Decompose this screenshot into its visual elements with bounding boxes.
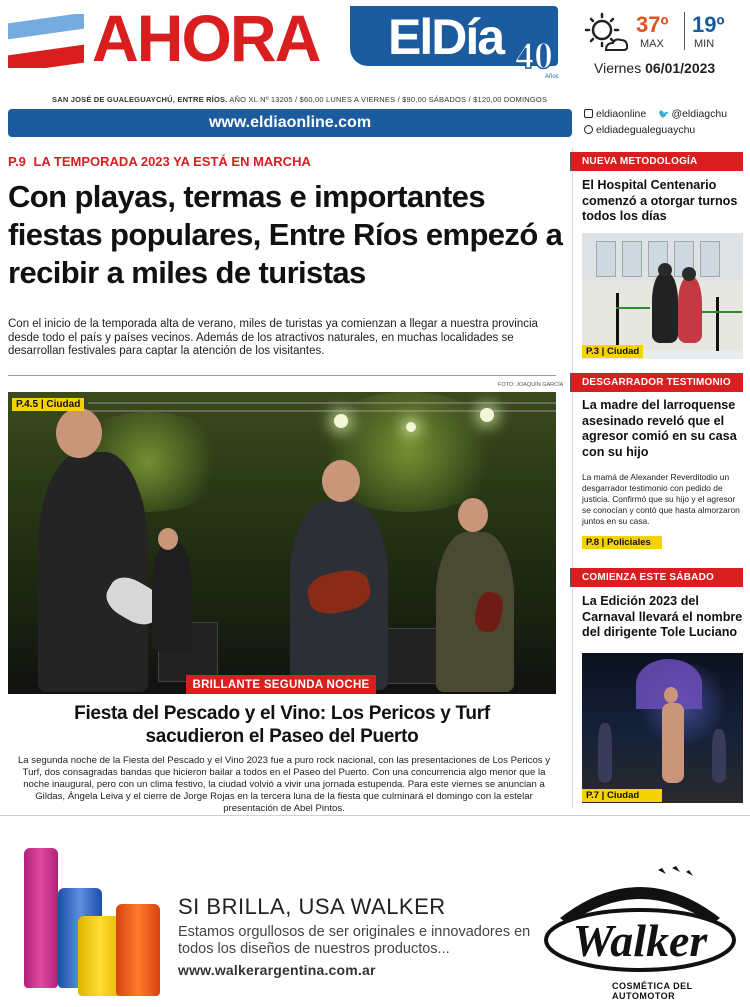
stage-light: [480, 408, 494, 422]
main-lead: Con el inicio de la temporada alta de verano, miles de turistas ya comienzan a llegar a nuestra provincia desde todo el país y países vecinos. Además de los atractivos naturales, en muchas localidades se desarrollan festivales para captar la atención de los visitantes.: [8, 318, 538, 357]
temp-divider: [684, 12, 685, 50]
queue-post: [716, 297, 719, 351]
hospital-window: [700, 241, 720, 277]
twitter-icon: 🐦: [658, 109, 670, 119]
main-kicker: [8, 154, 311, 169]
photo-page-tag: P.4.5 | Ciudad: [12, 398, 84, 411]
hospital-window: [596, 241, 616, 277]
section-divider: [8, 375, 556, 376]
crowd-figure: [712, 729, 726, 783]
walker-products-image[interactable]: [22, 848, 162, 1000]
brand-eldia-text: ElDía: [388, 9, 504, 65]
side-page-tag: P.3 | Ciudad: [582, 345, 643, 358]
stage-light: [406, 422, 416, 432]
patient-head: [658, 263, 672, 277]
walker-logo-text: Walker: [572, 915, 708, 966]
patient-figure: [652, 273, 678, 343]
social-links: [584, 106, 727, 138]
side-section-label: NUEVA METODOLOGÍA: [572, 152, 743, 171]
main-headline[interactable]: Con playas, termas e importantes fiestas populares, Entre Ríos empezó a recibir a miles de turistas: [8, 179, 563, 290]
twitter-handle: @eldiagchu: [671, 108, 728, 120]
instagram-handle: eldiaonline: [596, 108, 647, 120]
main-page-ref: P.9: [8, 154, 26, 169]
side-page-tag: P.8 | Policiales: [582, 536, 662, 549]
queue-post: [616, 293, 619, 351]
concert-photo[interactable]: [8, 392, 556, 694]
website-link[interactable]: www.eldiaonline.com: [8, 109, 572, 137]
walker-logo-graphic: [540, 862, 740, 980]
entre-rios-flag: [8, 14, 84, 68]
anniversary-label: Años: [545, 74, 559, 80]
brand-ahora-logo[interactable]: AHORA: [92, 1, 320, 75]
patient-head: [682, 267, 696, 281]
column-divider: [572, 148, 573, 808]
instagram-link[interactable]: [584, 106, 646, 122]
product-spray-can: [24, 848, 58, 988]
musician-head: [322, 460, 360, 502]
patient-figure: [678, 277, 702, 343]
ad-text: Estamos orgullosos de ser originales e innovadores en todos los diseños de nuestros productos...: [178, 924, 531, 957]
sun-cloud-icon: [584, 12, 628, 56]
queue-tape: [702, 311, 742, 313]
dancer-figure: [662, 703, 684, 783]
temp-min-label: MIN: [694, 38, 715, 50]
weather-widget: [580, 8, 748, 80]
edition-info: [52, 95, 547, 104]
facebook-link[interactable]: [584, 122, 695, 138]
crowd-figure: [598, 723, 612, 783]
photo-story-badge: BRILLANTE SEGUNDA NOCHE: [186, 675, 376, 694]
edition-date-value: 06/01/2023: [645, 60, 716, 76]
side-story-title[interactable]: La madre del larroquense asesinado reveló que el agresor comió en su casa con su hijo: [582, 398, 737, 459]
musician-head: [458, 498, 488, 532]
musician-bassist: [38, 452, 148, 692]
temp-min-value: 19º: [692, 12, 725, 37]
edition-date: [594, 60, 715, 76]
edition-details: AÑO XL Nº 13205 / $60,00 LUNES A VIERNES / $90,00 SÁBADOS / $120,00 DOMINGOS: [229, 95, 548, 104]
carnival-photo[interactable]: [582, 653, 743, 803]
photo-credit: FOTO: JOAQUÍN GARCÍA: [498, 382, 564, 388]
ad-divider: [0, 815, 750, 816]
instagram-icon: [584, 109, 593, 118]
hospital-window: [622, 241, 642, 277]
temp-max-value: 37º: [636, 12, 669, 37]
stage-light: [334, 414, 348, 428]
photo-story-headline[interactable]: Fiesta del Pescado y el Vino: Los Pericos y Turf sacudieron el Paseo del Puerto: [74, 703, 490, 747]
product-bottle-orange: [116, 904, 160, 996]
facebook-handle: eldiadegualeguaychu: [596, 124, 696, 136]
side-story-body: La mamá de Alexander Reverditodio un desgarrador testimonio con pedido de justicia. Confirmó que su hijo y el agresor se conocían y contó que hasta almorzaron juntos en su casa.: [582, 472, 740, 526]
musician-trumpet: [152, 542, 192, 652]
musician-head: [56, 408, 102, 458]
musician-head: [158, 528, 178, 550]
edition-weekday: Viernes: [594, 60, 642, 76]
side-section-label: DESGARRADOR TESTIMONIO: [572, 373, 743, 392]
ad-slogan: SI BRILLA, USA WALKER: [178, 894, 446, 919]
twitter-link[interactable]: [658, 106, 727, 122]
walker-logo-subtitle: COSMÉTICA DEL AUTOMOTOR: [612, 981, 693, 1001]
walker-logo[interactable]: [540, 862, 740, 980]
side-page-tag: P.7 | Ciudad: [582, 789, 662, 802]
side-story-title[interactable]: La Edición 2023 del Carnaval llevará el nombre del dirigente Tole Luciano: [582, 594, 743, 639]
main-kicker-text: LA TEMPORADA 2023 YA ESTÁ EN MARCHA: [33, 154, 311, 169]
anniversary-number: 40: [515, 35, 553, 77]
side-story-title[interactable]: El Hospital Centenario comenzó a otorgar turnos todos los días: [582, 178, 738, 223]
queue-tape: [616, 307, 650, 309]
photo-story-body: La segunda noche de la Fiesta del Pescado y el Vino 2023 fue a puro rock nacional, con las presentaciones de Los Pericos y Turf, dos consagradas bandas que hicieron bailar a todos en el Paseo del Puerto. Con una concurrencia algo menor que la noche inaugural, pero con un clima festivo, la ciudad volvió a vivir una jornada estupenda. Para este viernes se anuncian a Gildas, Ángela Leiva y el cierre de Jorge Rojas en la tercera luna de la fiesta que culminará el domingo con la estelar presentación de Abel Pintos.: [17, 755, 551, 814]
ad-url-link[interactable]: www.walkerargentina.com.ar: [178, 962, 376, 978]
hospital-photo[interactable]: [582, 233, 743, 359]
facebook-icon: [584, 125, 593, 134]
dancer-head: [664, 687, 678, 703]
side-section-label: COMIENZA ESTE SÁBADO: [572, 568, 743, 587]
temp-max-label: MAX: [640, 38, 664, 50]
edition-location: SAN JOSÉ DE GUALEGUAYCHÚ, ENTRE RÍOS.: [52, 95, 228, 104]
